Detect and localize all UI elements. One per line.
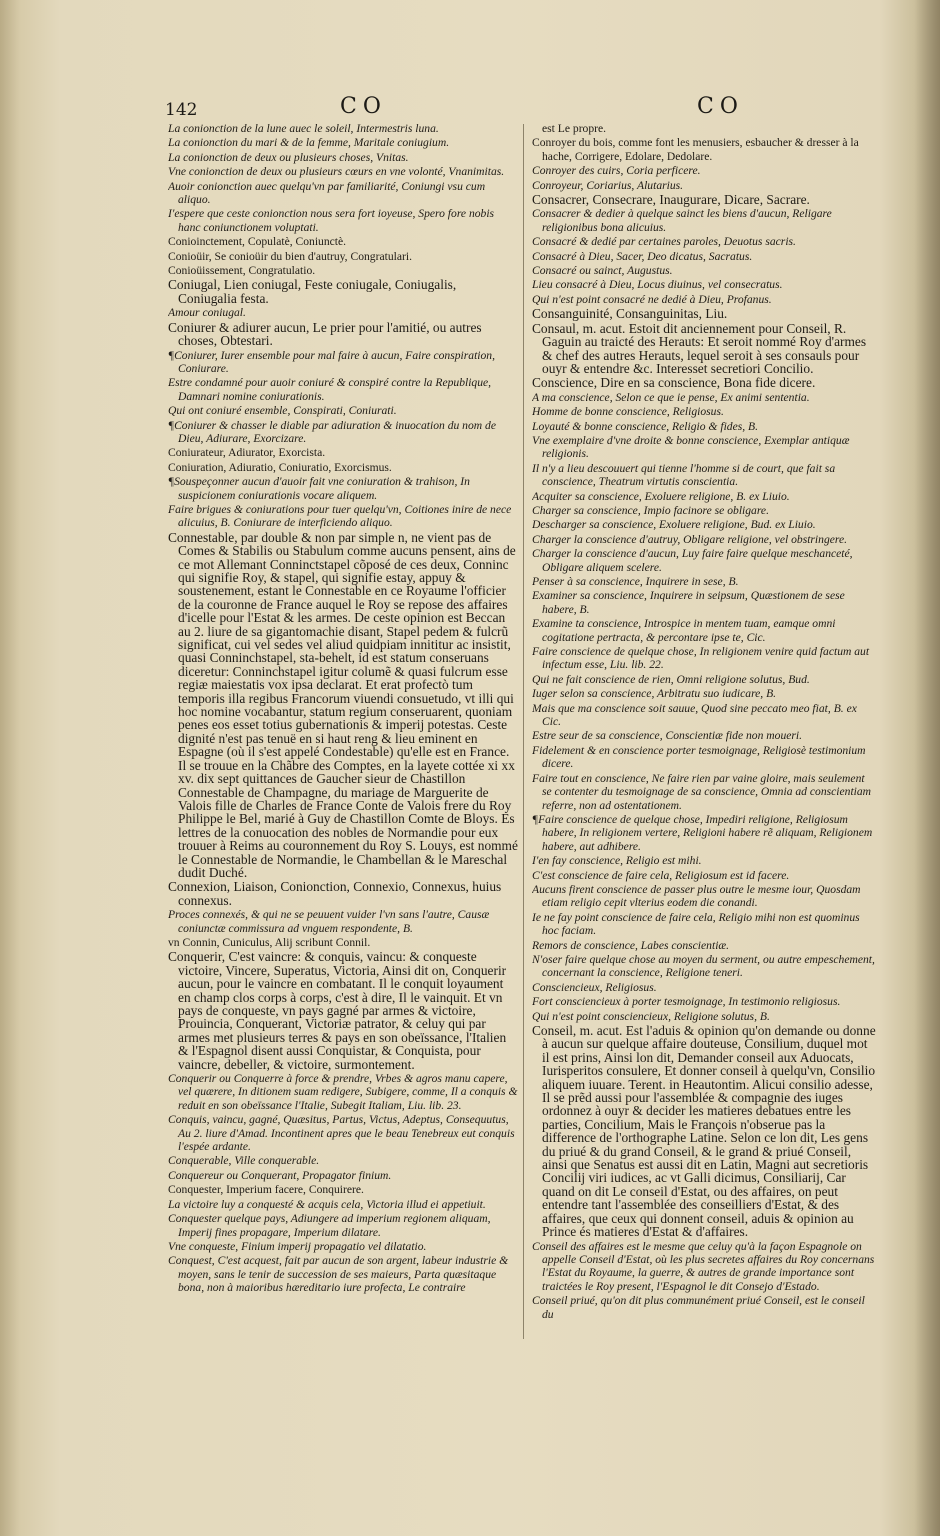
dictionary-entry: Proces connexés, & qui ne se peuuent vuider l'vn sans l'autre, Causæ coniunctæ commissura ad vnguem respondente, B. (168, 908, 490, 935)
dictionary-entry: Consacré & dedié par certaines paroles, Deuotus sacris. (532, 235, 796, 249)
dictionary-entry: Conquis, vaincu, gagné, Quæsitus, Partus, Victus, Adeptus, Consequutus, Au 2. liure d'Amad. Incontinent apres que le beau Tenebreux eut conquis l'espée ardante. (168, 1113, 515, 1154)
dictionary-entry: N'oser faire quelque chose au moyen du serment, ou autre empeschement, concernant la conscience, Religione teneri. (532, 952, 875, 980)
dictionary-entry: Mais que ma conscience soit sauue, Quod sine peccato meo fiat, B. ex Cic. (532, 701, 857, 729)
dictionary-entry: Examine ta conscience, Introspice in mentem tuam, eamque omni cogitatione pertracta, & percontare ipse te, Cic. (532, 617, 836, 644)
dictionary-entry: Descharger sa conscience, Exoluere religione, Bud. ex Liuio. (532, 518, 816, 532)
dictionary-entry: Consacrer & dedier à quelque sainct les biens d'aucun, Religare religionibus bona alicuius. (532, 207, 832, 234)
dictionary-entry: Conquest, C'est acquest, fait par aucun de son argent, labeur industrie & moyen, sans le tenir de succession de ses maieurs, Parta quæsitaque bona, non à maioribus hæreditario iure profecta, Le contraire (168, 1254, 509, 1295)
dictionary-entry: Conioinctement, Copulatè, Coniunctè. (168, 235, 347, 249)
dictionary-entry: est Le propre. (542, 122, 607, 135)
dictionary-entry: Coniurateur, Adiurator, Exorcista. (168, 446, 326, 460)
dictionary-entry: Faire conscience de quelque chose, In religionem venire quid factum aut infectum esse, Liu. lib. 22. (532, 645, 870, 672)
dictionary-entry: Conseil, m. acut. Est l'aduis & opinion qu'on demande ou donne à aucun sur quelque affaire douteuse, Consilium, duquel mot il est prins, Ainsi lon dit, Demander conseil aux Aduocats, Iurisperitos consulere, Et donner conseil à quelqu'vn, Consilio aliquem iuuare. Terent. in Heautontim. Alicui consilio adesse, Il se prẽd aussi pour l'assemblée & compagnie des iuges ordonnez à ouyr & decider les matieres debatues entre les parties, Concilium, Mais le François n'obserue pas la difference de l'orthographe Latine. Selon ce lon dit, Les gens du priué & du grand Conseil, & le grand & priué Conseil, ainsi que Senatus est aussi dit en Latin, Magni aut secretioris Concilij viri iudices, ac vt Galli dicimus, Consiliarij, Car quand on dit Le conseil d'Estat, ou des affaires, on peut entendre tant l'assemblée des conseilliers d'Estat, & des affaires, que ceux qui donnent conseil, aduis & opinion au Prince és matieres d'Estat & d'affaires. (532, 1023, 876, 1240)
right-column (532, 122, 877, 1352)
dictionary-entry: Conroyer du bois, comme font les menusiers, esbaucher & dresser à la hache, Corrigere, Edolare, Dedolare. (532, 136, 859, 163)
column-divider (523, 124, 524, 1339)
dictionary-entry: Faire brigues & coniurations pour tuer quelqu'vn, Coitiones inire de nece alicuius, B. Coniurare de interficiendo aliquo. (168, 502, 512, 530)
dictionary-entry: Fort consciencieux à porter tesmoignage, In testimonio religiosus. (532, 995, 841, 1009)
left-column (168, 122, 518, 1354)
dictionary-entry: Charger la conscience d'aucun, Luy faire faire quelque meschanceté, Obligare aliquem scelere. (532, 547, 853, 574)
dictionary-entry: C'est conscience de faire cela, Religiosum est id facere. (532, 868, 790, 882)
dictionary-entry: Coniugal, Lien coniugal, Feste coniugale, Coniugalis, Coniugalia festa. (168, 277, 457, 306)
dictionary-entry: Estre seur de sa conscience, Conscientiæ fide non moueri. (532, 729, 803, 743)
dictionary-entry: Qui ne fait conscience de rien, Omni religione solutus, Bud. (532, 672, 810, 686)
page-edge-shadow (914, 0, 940, 1536)
dictionary-entry: vn Connin, Cuniculus, Alij scribunt Connil. (168, 935, 371, 949)
dictionary-entry: Vne exemplaire d'vne droite & bonne conscience, Exemplar antiquæ religionis. (532, 433, 850, 461)
dictionary-entry: Charger la conscience d'autruy, Obligare religione, vel obstringere. (532, 532, 848, 546)
dictionary-entry: Conquerir ou Conquerre à force & prendre, Vrbes & agros manu capere, vel quærere, In ditionem suam redigere, Subigere, comme, Il a conquis & reduit en son obeïssance l'Italie, Subegit Italiam, Liu. lib. 23. (168, 1072, 518, 1112)
dictionary-entry: Amour coniugal. (168, 306, 246, 320)
dictionary-entry: Consacré à Dieu, Sacer, Deo dicatus, Sacratus. (532, 249, 753, 263)
dictionary-entry: Consacrer, Consecrare, Inaugurare, Dicare, Sacrare. (532, 192, 810, 208)
dictionary-entry: ¶Souspeçonner aucun d'auoir fait vne coniuration & trahison, In suspicionem coniurationis vocare aliquem. (168, 475, 470, 502)
dictionary-entry: I'en fay conscience, Religio est mihi. (532, 854, 702, 868)
dictionary-entry: La conionction de la lune auec le soleil, Intermestris luna. (168, 122, 439, 135)
dictionary-entry: Vne conqueste, Finium imperij propagatio vel dilatatio. (168, 1239, 427, 1253)
dictionary-entry: Loyauté & bonne conscience, Religio & fides, B. (532, 419, 759, 433)
dictionary-entry: Consacré ou sainct, Augustus. (532, 264, 673, 278)
dictionary-entry: Consanguinité, Consanguinitas, Liu. (532, 306, 728, 322)
page-number: 142 (165, 100, 198, 120)
dictionary-entry: Fidelement & en conscience porter tesmoignage, Religiosè testimonium dicere. (532, 743, 866, 771)
dictionary-entry: Iuger selon sa conscience, Arbitratu suo iudicare, B. (532, 687, 777, 701)
dictionary-entry: Conioüir, Se conioüir du bien d'autruy, Congratulari. (168, 249, 412, 263)
dictionary-entry: Remors de conscience, Labes conscientiæ. (532, 938, 730, 952)
dictionary-entry: ¶Coniurer & chasser le diable par adiuration & inuocation du nom de Dieu, Adiurare, Exorcizare. (168, 418, 496, 445)
right-running-head: CO (697, 94, 744, 119)
dictionary-entry: Penser à sa conscience, Inquirere in sese, B. (532, 575, 739, 588)
dictionary-entry: Vne conionction de deux ou plusieurs cœurs en vne volonté, Vnanimitas. (168, 165, 505, 179)
dictionary-entry: Charger sa conscience, Impio facinore se obligare. (532, 503, 769, 517)
dictionary-entry: Conroyeur, Coriarius, Alutarius. (532, 178, 684, 192)
dictionary-entry: Conquereur ou Conquerant, Propagator finium. (168, 1168, 392, 1182)
dictionary-entry: Conquester, Imperium facere, Conquirere. (168, 1183, 364, 1197)
dictionary-entry: La conionction de deux ou plusieurs choses, Vnitas. (168, 150, 409, 164)
dictionary-entry: Consciencieux, Religiosus. (532, 980, 657, 994)
dictionary-entry: Conioüissement, Congratulatio. (168, 264, 316, 278)
dictionary-entry: Examiner sa conscience, Inquirere in seipsum, Quæstionem de sese habere, B. (532, 589, 845, 616)
dictionary-entry: Coniurer & adiurer aucun, Le prier pour l'amitié, ou autres choses, Obtestari. (168, 319, 482, 349)
dictionary-entry: La victoire luy a conquesté & acquis cela, Victoria illud ei appetiuit. (168, 1197, 486, 1211)
dictionary-entry: Conseil des affaires est le mesme que celuy qu'à la façon Espagnole on appelle Conseil d'Estat, où les plus secretes affaires du Roy concernans l'Estat du Royaume, la guerre, & autres de grande importance sont traictées le Roy present, l'Espagnol le dit Consejo d'Estado. (532, 1239, 875, 1293)
dictionary-entry: Il n'y a lieu descouuert qui tienne l'homme si de court, que fait sa conscience, Theatrum virtutis conscientia. (532, 461, 836, 489)
dictionary-entry: I'espere que ceste conionction nous sera fort ioyeuse, Spero fore nobis hanc coniunctionem voluptati. (168, 207, 495, 234)
dictionary-entry: Estre condamné pour auoir coniuré & conspiré contre la Republique, Damnari nomine coniurationis. (168, 376, 492, 403)
dictionary-entry: Connexion, Liaison, Conionction, Connexio, Connexus, huius connexus. (168, 879, 502, 908)
dictionary-entry: Coniuration, Adiuratio, Coniuratio, Exorcismus. (168, 460, 392, 474)
dictionary-entry: ¶Coniurer, Iurer ensemble pour mal faire à aucun, Faire conspiration, Coniurare. (168, 348, 496, 375)
dictionary-entry: Connestable, par double & non par simple n, ne vient pas de Comes & Stabilis ou Stabulum comme aucuns pensent, ains de ce mot Allemant Conninctstapel cõposé de ces deux, Conninc qui signifie Roy, & stapel, qui signifie estay, appuy & soustenement, estant le Connestable en ce Royaume l'officier de la couronne de France auquel le Roy se repose des affaires d'icelle pour l'Estat & les armes. De ceste opinion est Beccan au 2. liure de sa gigantomachie disant, Stapel pedem & fulcrũ significat, cui vel sedes vel aliud quidpiam innititur ac insistit, quasi Conninchstapel, sta-behelt, id est statum conseruans diceretur: Conninchstapel igitur columẽ & quasi fulcrum esse regiæ maiestatis vox ipsa declarat. Et erat profectò tum temporis illa regibus Francorum viuendi consuetudo, vt illi qui hoc nomine vocabantur, statum regium conseruarent, quoniam penes eos esset totius gubernationis & imperij potestas. Ceste dignité n'est pas tenuë en si haut reng & lieu eminent en Espagne (où il s'est appelé Condestable) qu'elle est en France. Il se trouue en la Chãbre des Comptes, en la layete cottée xi xx xv. dix sept quittances de Gaucher sieur de Chastillon Connestable de Champagne, du mariage de Marguerite de Valois fille de Charles de France Conte de Valois frere du Roy Philippe le Bel, marié à Guy de Chastillon Comte de Bloys. Es lettres de la conuocation des nobles de Normandie pour eux trouuer à Reims au couronnement du Roy S. Louys, est nommé le Connestable de Normandie, le Chambellan & le Mareschal dudit Duché. (168, 529, 518, 880)
dictionary-entry: Qui n'est point consacré ne dedié à Dieu, Profanus. (532, 292, 772, 306)
dictionary-entry: Lieu consacré à Dieu, Locus diuinus, vel consecratus. (532, 278, 783, 292)
dictionary-entry: Homme de bonne conscience, Religiosus. (532, 405, 724, 419)
dictionary-entry: Conscience, Dire en sa conscience, Bona fide dicere. (532, 375, 816, 391)
dictionary-entry: Conquerir, C'est vaincre: & conquis, vaincu: & conqueste victoire, Vincere, Superatus, Victoria, Ainsi dit on, Conquerir aucun, pour le vaincre en combatant. Il le conquit loyaument en champ clos corps à corps, c'est à dire, Il le vainquit. Et vn pays de conqueste, vn pays gagné par armes & victoire, Prouincia, Conquerant, Victoriæ patrator, & celuy qui par armes met plusieurs terres & pays en son obeïssance, l'Italien & l'Espagnol disent aussi Conquistar, & Conquista, pour vaincre, debeller, & victoire, surmontement. (168, 949, 507, 1072)
dictionary-entry: Conquerable, Ville conquerable. (168, 1154, 320, 1168)
dictionary-entry: Conquester quelque pays, Adiungere ad imperium regionem aliquam, Imperij fines propagare, Imperium dilatare. (168, 1212, 491, 1239)
dictionary-entry: La conionction du mari & de la femme, Maritale coniugium. (168, 136, 450, 150)
dictionary-entry: A ma conscience, Selon ce que ie pense, Ex animi sententia. (532, 390, 810, 404)
dictionary-entry: Faire tout en conscience, Ne faire rien par vaine gloire, mais seulement se contenter du tesmoignage de sa conscience, Omnia ad conscientiam referre, non ad ostentationem. (532, 771, 872, 812)
dictionary-entry: Conroyer des cuirs, Coria perficere. (532, 164, 701, 178)
dictionary-entry: Qui ont coniuré ensemble, Conspirati, Coniurati. (168, 404, 397, 418)
dictionary-entry: Acquiter sa conscience, Exoluere religione, B. ex Liuio. (532, 489, 790, 503)
dictionary-entry: Ie ne fay point conscience de faire cela, Religio mihi non est quominus hoc faciam. (532, 910, 860, 938)
dictionary-entry: Aucuns firent conscience de passer plus outre le mesme iour, Quosdam etiam religio cepit vlterius eodem die conandi. (532, 882, 861, 910)
dictionary-entry: Qui n'est point consciencieux, Religione solutus, B. (532, 1009, 770, 1023)
left-running-head: CO (340, 94, 387, 119)
dictionary-entry: Auoir conionction auec quelqu'vn par familiarité, Coniungi vsu cum aliquo. (168, 179, 486, 207)
dictionary-entry: Consaul, m. acut. Estoit dit anciennement pour Conseil, R. Gaguin au traicté des Herauts: Et seroit nommé Roy d'armes & chef des autres Herauts, lequel seroit à ses consauls pour ouyr & entendre &c. Interesset secretiori Concilio. (532, 320, 867, 376)
dictionary-entry: Conseil priué, qu'on dit plus communément priué Conseil, est le conseil du (532, 1294, 865, 1321)
dictionary-entry: ¶Faire conscience de quelque chose, Impediri religione, Religiosum habere, In religionem vertere, Religioni habere rẽ aliquam, Religionem habere, aut adhibere. (532, 812, 873, 853)
